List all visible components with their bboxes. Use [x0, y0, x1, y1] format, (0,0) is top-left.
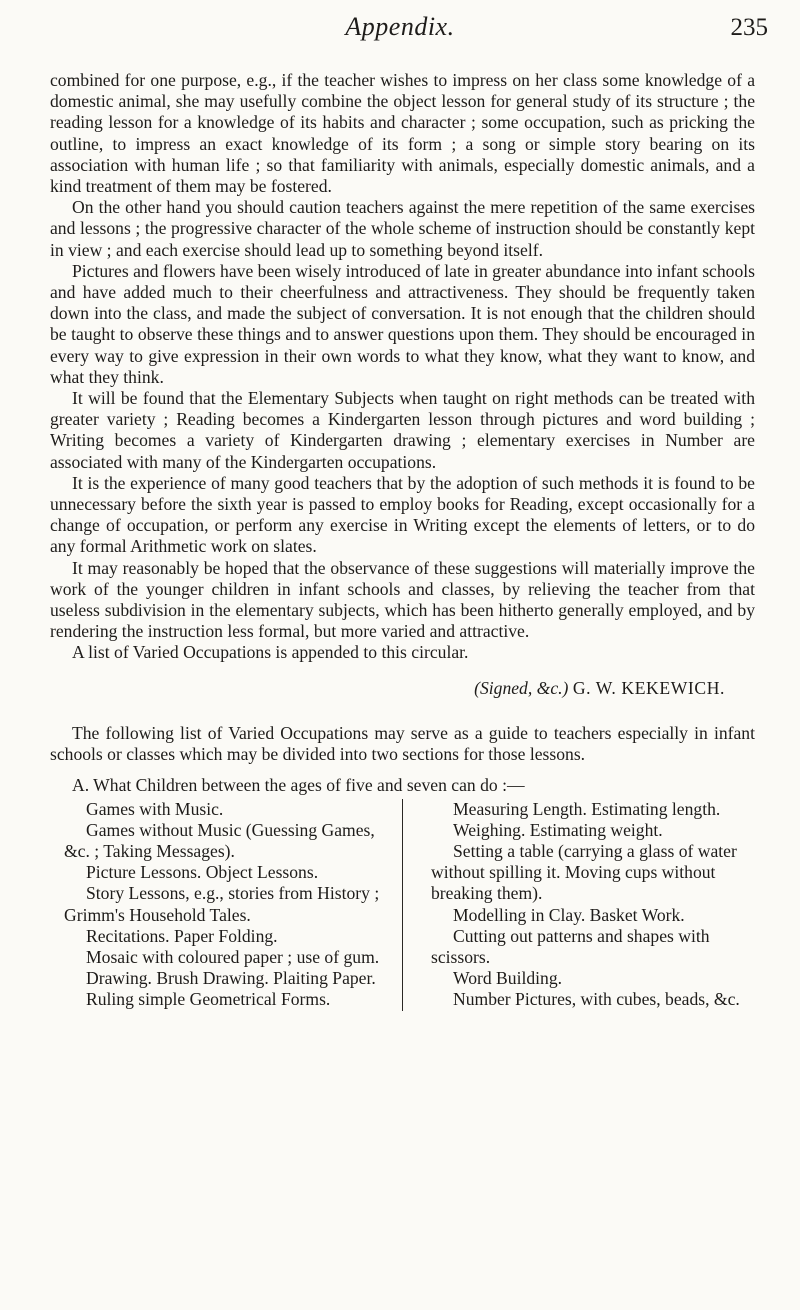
signed-label: (Signed, &c.): [474, 677, 569, 698]
signature: [50, 678, 755, 699]
list-item: Measuring Length. Estimating length.: [453, 798, 721, 819]
list-item: Number Pictures, with cubes, beads, &c.: [453, 989, 740, 1010]
paragraph: It is the experience of many good teachers that by the adoption of such methods it is found to be unnecessary before the sixth year is passed to employ books for Reading, except occasionally for a change of occupation, or perform any exercise in Writing except the elements of letters, or to do any formal Arithmetic work on slates.: [50, 472, 755, 557]
list-item: Setting a table (carrying a glass of water without spilling it. Moving cups without breaking them).: [431, 840, 737, 904]
page-number: 235: [730, 14, 768, 41]
list-item: Picture Lessons. Object Lessons.: [86, 862, 319, 883]
paragraph: Pictures and flowers have been wisely introduced of late in greater abundance into infant schools and have added much to their cheerfulness and attractiveness. They should be frequently taken down into the class, and made the subject of conversation. It is not enough that the children should be taught to observe these things and to answer questions upon them. They should be encouraged in every way to give expression in their own words to what they know, what they want to know, and what they think.: [50, 260, 755, 387]
body-text: [50, 70, 755, 1011]
occupations-columns: [50, 799, 755, 1011]
list-item: Mosaic with coloured paper ; use of gum.: [86, 946, 380, 967]
paragraph: combined for one purpose, e.g., if the teacher wishes to impress on her class some knowledge of a domestic animal, she may usefully combine the object lesson for general study of its structure ; the reading lesson for a knowledge of its habits and character ; some occupation, such as pricking the outline, to impress an exact knowledge of its form ; a song or simple story bearing on its association with human life ; so that familiarity with animals, especially domestic animals, and a kind treatment of them may be fostered.: [50, 70, 755, 197]
list-item: Drawing. Brush Drawing. Plaiting Paper.: [86, 968, 376, 989]
list-item: Story Lessons, e.g., stories from History ; Grimm's Household Tales.: [64, 883, 380, 925]
paragraph: It may reasonably be hoped that the observance of these suggestions will materially improve the work of the younger children in infant schools and classes, by relieving the teacher from that useless subdivision in the elementary subjects, which has been hitherto generally employed, and by rendering the instruction less formal, but more varied and attractive.: [50, 557, 755, 642]
list-intro: The following list of Varied Occupations may serve as a guide to teachers especially in infant schools or classes which may be divided into two sections for those lessons.: [50, 722, 755, 765]
list-item: Weighing. Estimating weight.: [453, 819, 663, 840]
occupations-left-column: [50, 799, 403, 1011]
page-header: [0, 12, 800, 52]
list-item: Games without Music (Guessing Games, &c. ; Taking Messages).: [64, 819, 375, 861]
list-item: Cutting out patterns and shapes with scissors.: [431, 925, 710, 967]
list-item: Word Building.: [453, 968, 563, 989]
paragraph: A list of Varied Occupations is appended to this circular.: [72, 642, 469, 663]
occupations-right-column: [403, 799, 755, 1011]
paragraph: On the other hand you should caution teachers against the mere repetition of the same exercises and lessons ; the progressive character of the whole scheme of instruction should be constantly kept in view ; and each exercise should lead up to something beyond itself.: [50, 197, 755, 260]
section-a-heading: A. What Children between the ages of five and seven can do :—: [72, 775, 525, 796]
running-title: Appendix.: [345, 12, 455, 41]
list-item: Ruling simple Geometrical Forms.: [86, 989, 331, 1010]
list-item: Recitations. Paper Folding.: [86, 925, 278, 946]
list-item: Modelling in Clay. Basket Work.: [453, 904, 685, 925]
list-item: Games with Music.: [86, 798, 224, 819]
signature-name: G. W. KEKEWICH.: [572, 677, 725, 698]
paragraph: It will be found that the Elementary Subjects when taught on right methods can be treated with greater variety ; Reading becomes a Kindergarten lesson through pictures and word building ; Writing becomes a variety of Kindergarten drawing ; elementary exercises in Number are associated with many of the Kindergarten occupations.: [50, 388, 755, 472]
